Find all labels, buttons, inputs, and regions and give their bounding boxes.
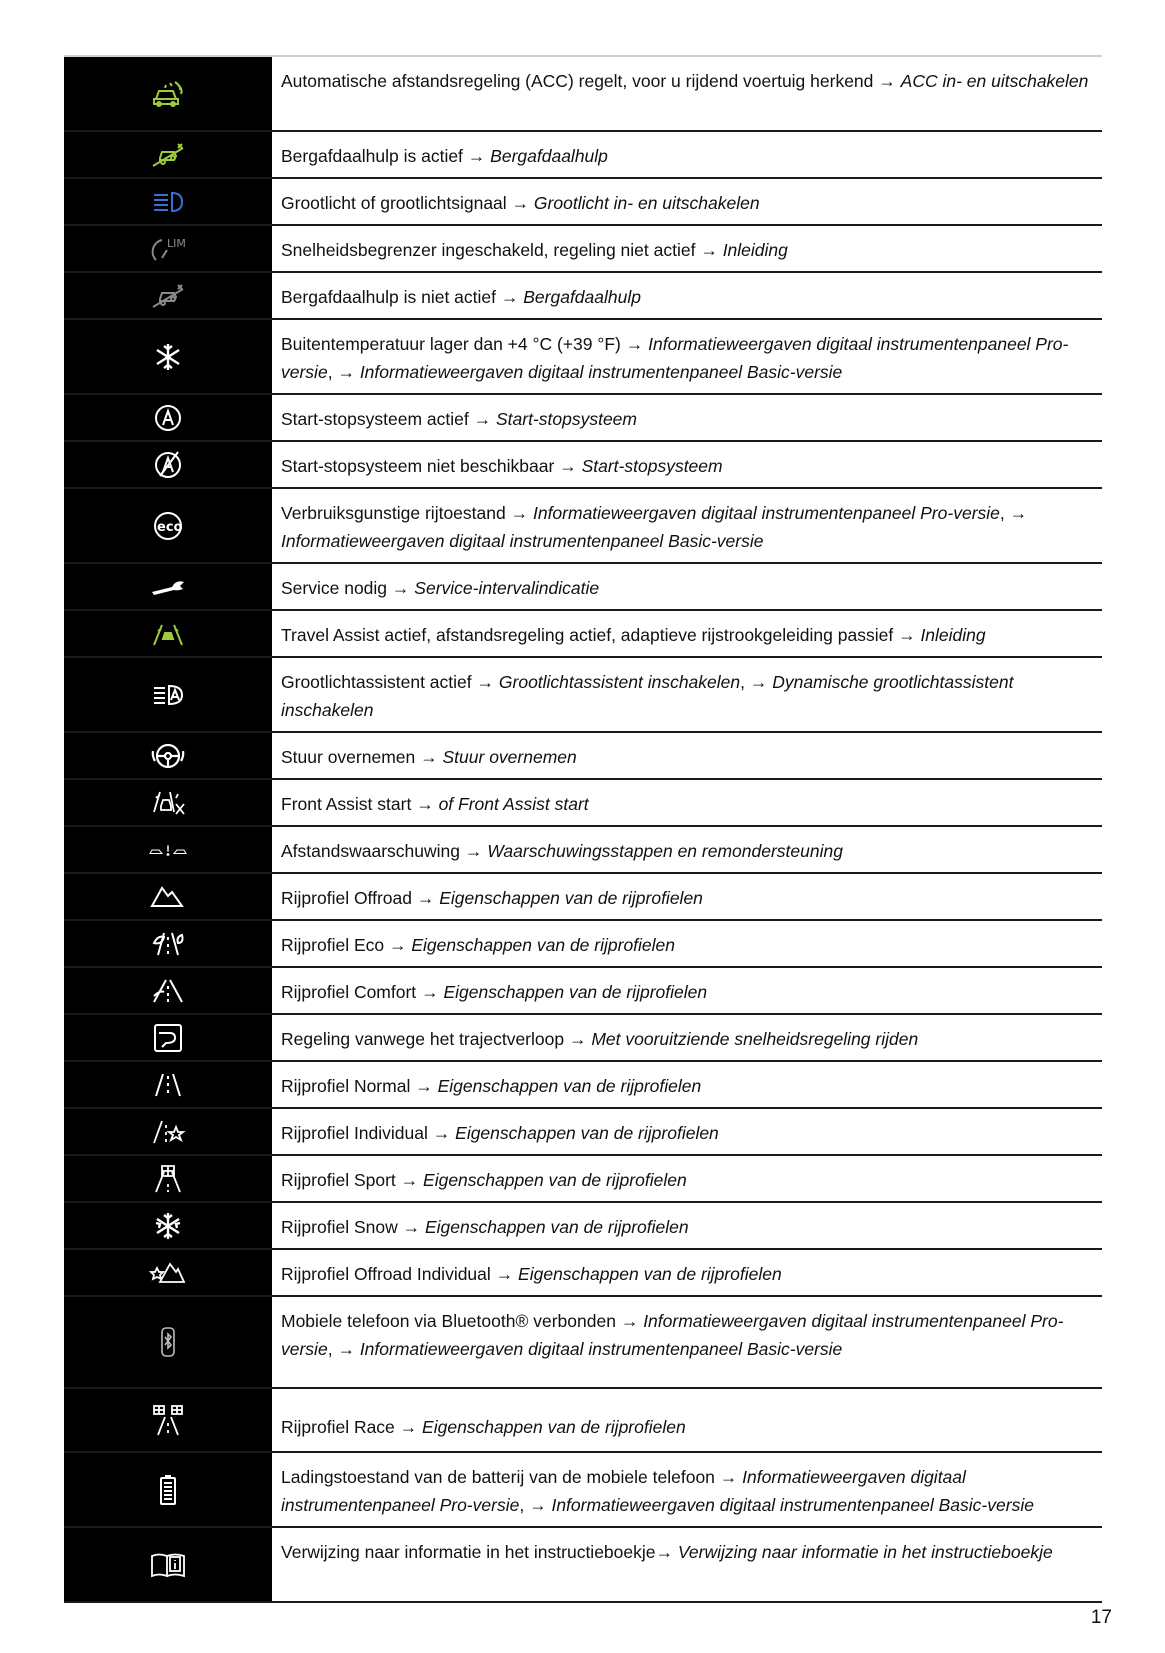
cross-reference-link[interactable]: Service-intervalindicatie xyxy=(414,578,600,598)
entry-text: Grootlichtassistent actief → Grootlichtassistent inschakelen, → Dynamische grootlichtassistent inschakelen xyxy=(281,672,1014,720)
cross-reference-link[interactable]: Met vooruitziende snelheidsregeling rijden xyxy=(591,1029,919,1049)
cross-reference-link[interactable]: Eigenschappen van de rijprofielen xyxy=(411,935,676,955)
cross-reference-link[interactable]: Informatieweergaven digitaal instrumentenpaneel Pro-versie xyxy=(532,503,1000,523)
table-row xyxy=(64,1250,1102,1297)
entry-text: Service nodig → Service-intervalindicatie xyxy=(281,578,600,598)
table-row xyxy=(64,489,1102,564)
entry-text: Rijprofiel Individual → Eigenschappen van de rijprofielen xyxy=(281,1123,719,1143)
table-row xyxy=(64,611,1102,658)
cross-reference-link[interactable]: Eigenschappen van de rijprofielen xyxy=(443,982,708,1002)
table-row xyxy=(64,226,1102,273)
cross-reference-link[interactable]: Eigenschappen van de rijprofielen xyxy=(455,1123,719,1143)
table-row xyxy=(64,658,1102,733)
eco-icon xyxy=(64,489,272,562)
cross-reference-link[interactable]: Eigenschappen van de rijprofielen xyxy=(424,1217,689,1237)
entry-text: Grootlicht of grootlichtsignaal → Grootlicht in- en uitschakelen xyxy=(281,193,760,213)
entry-text: Rijprofiel Sport → Eigenschappen van de rijprofielen xyxy=(281,1170,687,1190)
cross-reference-link[interactable]: Informatieweergaven digitaal instrumentenpaneel Pro-versie xyxy=(281,1467,966,1515)
table-row xyxy=(64,1297,1102,1389)
cross-reference-link[interactable]: Bergafdaalhulp xyxy=(523,287,641,307)
snow-profile-icon xyxy=(64,1203,272,1248)
table-row xyxy=(64,1389,1102,1453)
entry-text: Bergafdaalhulp is niet actief → Bergafdaalhulp xyxy=(281,287,641,307)
cross-reference-link[interactable]: ACC in- en uitschakelen xyxy=(900,71,1089,91)
entry-text: Verwijzing naar informatie in het instructieboekje→ Verwijzing naar informatie in het instructieboekje xyxy=(281,1542,1053,1562)
cross-reference-link[interactable]: Inleiding xyxy=(920,625,986,645)
table-row xyxy=(64,273,1102,320)
high-beam-assist-icon xyxy=(64,658,272,731)
cross-reference-link[interactable]: Inleiding xyxy=(722,240,788,260)
page-number: 17 xyxy=(1090,1607,1112,1628)
entry-text: Rijprofiel Race → Eigenschappen van de rijprofielen xyxy=(281,1417,686,1437)
table-row xyxy=(64,442,1102,489)
table-row xyxy=(64,564,1102,611)
cross-reference-link[interactable]: Start-stopsysteem xyxy=(581,456,723,476)
table-row xyxy=(64,132,1102,179)
table-row xyxy=(64,921,1102,968)
entry-text: Rijprofiel Normal → Eigenschappen van de rijprofielen xyxy=(281,1076,702,1096)
table-row xyxy=(64,1015,1102,1062)
entry-text: Start-stopsysteem niet beschikbaar → Start-stopsysteem xyxy=(281,456,723,476)
entry-text: Stuur overnemen → Stuur overnemen xyxy=(281,747,577,767)
table-row xyxy=(64,827,1102,874)
table-row xyxy=(64,1203,1102,1250)
entry-text: Start-stopsysteem actief → Start-stopsysteem xyxy=(281,409,637,429)
cross-reference-link[interactable]: Eigenschappen van de rijprofielen xyxy=(437,1076,702,1096)
hill-descent-inactive-icon xyxy=(64,273,272,318)
high-beam-icon xyxy=(64,179,272,224)
table-row xyxy=(64,1528,1102,1603)
entry-text: Front Assist start → of Front Assist start xyxy=(281,794,589,814)
entry-text: Travel Assist actief, afstandsregeling actief, adaptieve rijstrookgeleiding passief → Inleiding xyxy=(281,625,986,645)
entry-text: Bergafdaalhulp is actief → Bergafdaalhulp xyxy=(281,146,608,166)
entry-text: Rijprofiel Comfort → Eigenschappen van de rijprofielen xyxy=(281,982,708,1002)
acc-car-icon xyxy=(64,57,272,130)
entry-text: Afstandswaarschuwing → Waarschuwingsstappen en remondersteuning xyxy=(281,841,843,861)
svg-text:LIM: LIM xyxy=(167,236,186,250)
entry-text: Ladingstoestand van de batterij van de mobiele telefoon → Informatieweergaven digitaal instrumentenpaneel Pro-versie, → Informatieweergaven digitaal instrumentenpaneel Basic-versie xyxy=(281,1467,1034,1515)
cross-reference-link[interactable]: Verwijzing naar informatie in het instructieboekje xyxy=(677,1542,1053,1562)
steering-wheel-hands-icon xyxy=(64,733,272,778)
comfort-road-icon xyxy=(64,968,272,1013)
cross-reference-link[interactable]: Eigenschappen van de rijprofielen xyxy=(518,1264,782,1284)
entry-text: Rijprofiel Snow → Eigenschappen van de rijprofielen xyxy=(281,1217,689,1237)
table-row xyxy=(64,874,1102,921)
snowflake-icon xyxy=(64,320,272,393)
front-assist-off-icon xyxy=(64,780,272,825)
start-stop-active-icon xyxy=(64,395,272,440)
table-row xyxy=(64,733,1102,780)
cross-reference-link[interactable]: Eigenschappen van de rijprofielen xyxy=(423,1170,687,1190)
cross-reference-link[interactable]: Start-stopsysteem xyxy=(495,409,637,429)
bluetooth-phone-icon xyxy=(64,1297,272,1387)
entry-text: Rijprofiel Eco → Eigenschappen van de rijprofielen xyxy=(281,935,676,955)
entry-text: Automatische afstandsregeling (ACC) regelt, voor u rijdend voertuig herkend → ACC in- en uitschakelen xyxy=(281,71,1089,91)
cross-reference-link[interactable]: Dynamische grootlichtassistent inschakelen xyxy=(281,672,1014,720)
normal-road-icon xyxy=(64,1062,272,1107)
svg-text:eco: eco xyxy=(157,519,183,535)
route-curve-icon xyxy=(64,1015,272,1060)
cross-reference-link[interactable]: of Front Assist start xyxy=(438,794,589,814)
cross-reference-link[interactable]: Informatieweergaven digitaal instrumentenpaneel Basic-versie xyxy=(551,1495,1034,1515)
table-row xyxy=(64,968,1102,1015)
cross-reference-link[interactable]: Bergafdaalhulp xyxy=(490,146,608,166)
speed-limiter-icon xyxy=(64,226,272,271)
table-row xyxy=(64,1062,1102,1109)
sport-flag-road-icon xyxy=(64,1156,272,1201)
race-flags-icon xyxy=(64,1389,272,1451)
eco-road-leaf-icon xyxy=(64,921,272,966)
table-row xyxy=(64,780,1102,827)
entry-text: Snelheidsbegrenzer ingeschakeld, regeling niet actief → Inleiding xyxy=(281,240,788,260)
start-stop-unavailable-icon xyxy=(64,442,272,487)
phone-battery-icon xyxy=(64,1453,272,1526)
symbol-table xyxy=(64,55,1102,1603)
entry-text: Rijprofiel Offroad Individual → Eigenschappen van de rijprofielen xyxy=(281,1264,782,1284)
manual-book-icon xyxy=(64,1528,272,1601)
table-row xyxy=(64,1453,1102,1528)
table-row xyxy=(64,320,1102,395)
offroad-individual-icon xyxy=(64,1250,272,1295)
entry-text: Verbruiksgunstige rijtoestand → Informatieweergaven digitaal instrumentenpaneel Pro-versie, → Informatieweergaven digitaal instrumentenpaneel Basic-versie xyxy=(281,503,1028,551)
offroad-mountain-icon xyxy=(64,874,272,919)
entry-text: Regeling vanwege het trajectverloop → Met vooruitziende snelheidsregeling rijden xyxy=(281,1029,919,1049)
distance-warning-icon xyxy=(64,827,272,872)
cross-reference-link[interactable]: Informatieweergaven digitaal instrumentenpaneel Pro-versie xyxy=(281,334,1069,382)
hill-descent-active-icon xyxy=(64,132,272,177)
cross-reference-link[interactable]: Informatieweergaven digitaal instrumentenpaneel Basic-versie xyxy=(359,362,843,382)
cross-reference-link[interactable]: Informatieweergaven digitaal instrumentenpaneel Basic-versie xyxy=(281,531,764,551)
travel-assist-icon xyxy=(64,611,272,656)
table-row xyxy=(64,395,1102,442)
cross-reference-link[interactable]: Grootlicht in- en uitschakelen xyxy=(533,193,760,213)
wrench-icon xyxy=(64,564,272,609)
table-row xyxy=(64,1109,1102,1156)
cross-reference-link[interactable]: Informatieweergaven digitaal instrumentenpaneel Pro-versie xyxy=(281,1311,1064,1359)
entry-text: Buitentemperatuur lager dan +4 °C (+39 °F) → Informatieweergaven digitaal instrumentenpaneel Pro-versie, → Informatieweergaven digitaal instrumentenpaneel Basic-versie xyxy=(281,334,1069,382)
cross-reference-link[interactable]: Waarschuwingsstappen en remondersteuning xyxy=(487,841,843,861)
cross-reference-link[interactable]: Informatieweergaven digitaal instrumentenpaneel Basic-versie xyxy=(359,1339,843,1359)
table-row xyxy=(64,57,1102,132)
individual-road-star-icon xyxy=(64,1109,272,1154)
entry-text: Mobiele telefoon via Bluetooth® verbonden → Informatieweergaven digitaal instrumentenpaneel Pro-versie, → Informatieweergaven digitaal instrumentenpaneel Basic-versie xyxy=(281,1311,1064,1359)
cross-reference-link[interactable]: Grootlichtassistent inschakelen xyxy=(498,672,741,692)
table-row xyxy=(64,1156,1102,1203)
cross-reference-link[interactable]: Eigenschappen van de rijprofielen xyxy=(422,1417,686,1437)
cross-reference-link[interactable]: Eigenschappen van de rijprofielen xyxy=(439,888,703,908)
table-row xyxy=(64,179,1102,226)
cross-reference-link[interactable]: Stuur overnemen xyxy=(442,747,577,767)
entry-text: Rijprofiel Offroad → Eigenschappen van de rijprofielen xyxy=(281,888,703,908)
